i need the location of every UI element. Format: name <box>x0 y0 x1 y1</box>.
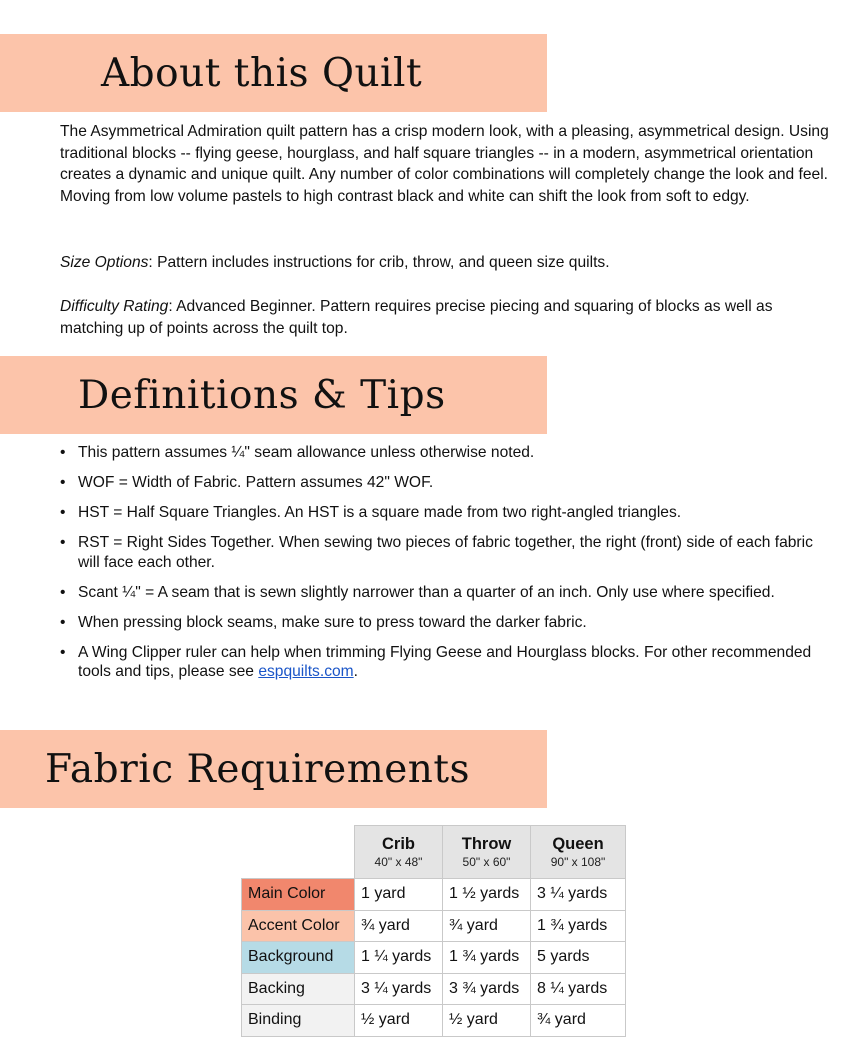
definitions-title: Definitions & Tips <box>78 372 446 418</box>
table-cell: ½ yard <box>443 1005 531 1037</box>
table-cell: 1 ¾ yards <box>531 910 626 942</box>
table-row <box>242 973 626 1005</box>
size-options-label: Size Options <box>60 254 149 271</box>
table-header-row <box>242 826 626 879</box>
definitions-banner <box>0 356 547 434</box>
table-cell: 1 ¼ yards <box>355 942 443 974</box>
table-cell: ¾ yard <box>531 1005 626 1037</box>
size-options-text: : Pattern includes instructions for crib, throw, and queen size quilts. <box>148 254 610 271</box>
table-cell: 8 ¼ yards <box>531 973 626 1005</box>
tip-item: • HST = Half Square Triangles. An HST is a square made from two right-angled triangles. <box>60 503 830 523</box>
table-row <box>242 879 626 911</box>
tip-item: • Scant ¼" = A seam that is sewn slightly narrower than a quarter of an inch. Only use where specified. <box>60 583 830 603</box>
column-title: Throw <box>461 835 512 853</box>
tip-end: . <box>353 663 358 680</box>
tip-item: • WOF = Width of Fabric. Pattern assumes 42" WOF. <box>60 473 830 493</box>
table-cell: 1 ½ yards <box>443 879 531 911</box>
table-cell: 3 ¼ yards <box>355 973 443 1005</box>
row-label-main-color: Main Color <box>242 879 355 911</box>
row-label-binding: Binding <box>242 1005 355 1037</box>
difficulty-rating <box>60 296 830 339</box>
espquilts-link[interactable]: espquilts.com <box>258 663 354 680</box>
table-cell: ¾ yard <box>355 910 443 942</box>
table-cell: 5 yards <box>531 942 626 974</box>
tip-item <box>60 643 830 682</box>
column-title: Queen <box>552 835 604 853</box>
table-cell: 3 ¾ yards <box>443 973 531 1005</box>
column-header-crib <box>355 826 443 879</box>
column-title: Crib <box>382 835 415 853</box>
column-dims: 40" x 48" <box>374 855 423 869</box>
tip-item: • When pressing block seams, make sure to press toward the darker fabric. <box>60 613 830 633</box>
fabric-title: Fabric Requirements <box>45 746 471 792</box>
fabric-banner <box>0 730 547 808</box>
table-corner <box>242 826 355 879</box>
row-label-background: Background <box>242 942 355 974</box>
tips-list <box>60 443 830 692</box>
row-label-backing: Backing <box>242 973 355 1005</box>
table-row <box>242 910 626 942</box>
size-options <box>60 252 830 274</box>
table-row <box>242 942 626 974</box>
table-row <box>242 1005 626 1037</box>
about-banner <box>0 34 547 112</box>
column-dims: 90" x 108" <box>550 855 606 869</box>
table-cell: ¾ yard <box>443 910 531 942</box>
fabric-requirements-table <box>241 825 626 1037</box>
tip-item: • This pattern assumes ¼" seam allowance unless otherwise noted. <box>60 443 830 463</box>
tip-item: • RST = Right Sides Together. When sewing two pieces of fabric together, the right (front) side of each fabric will face each other. <box>60 533 830 572</box>
row-label-accent-color: Accent Color <box>242 910 355 942</box>
table-cell: 1 ¾ yards <box>443 942 531 974</box>
table-cell: 3 ¼ yards <box>531 879 626 911</box>
difficulty-rating-text: : Advanced Beginner. Pattern requires precise piecing and squaring of blocks as well as matching up of points across the quilt top. <box>60 298 773 337</box>
difficulty-rating-label: Difficulty Rating <box>60 298 169 315</box>
column-header-queen <box>531 826 626 879</box>
table-cell: ½ yard <box>355 1005 443 1037</box>
about-description: The Asymmetrical Admiration quilt pattern has a crisp modern look, with a pleasing, asymmetrical design. Using traditional blocks -- flying geese, hourglass, and half square triangles -- in a modern, asymmetrical orientation creates a dynamic and unique quilt. Any number of color combinations will completely change the look and feel. Moving from low volume pastels to high contrast black and white can shift the look from soft to edgy. <box>60 123 829 205</box>
column-dims: 50" x 60" <box>462 855 511 869</box>
tip-text: A Wing Clipper ruler can help when trimming Flying Geese and Hourglass blocks. For other recommended tools and tips, please see <box>78 643 812 680</box>
column-header-throw <box>443 826 531 879</box>
about-title: About this Quilt <box>101 50 423 96</box>
table-cell: 1 yard <box>355 879 443 911</box>
